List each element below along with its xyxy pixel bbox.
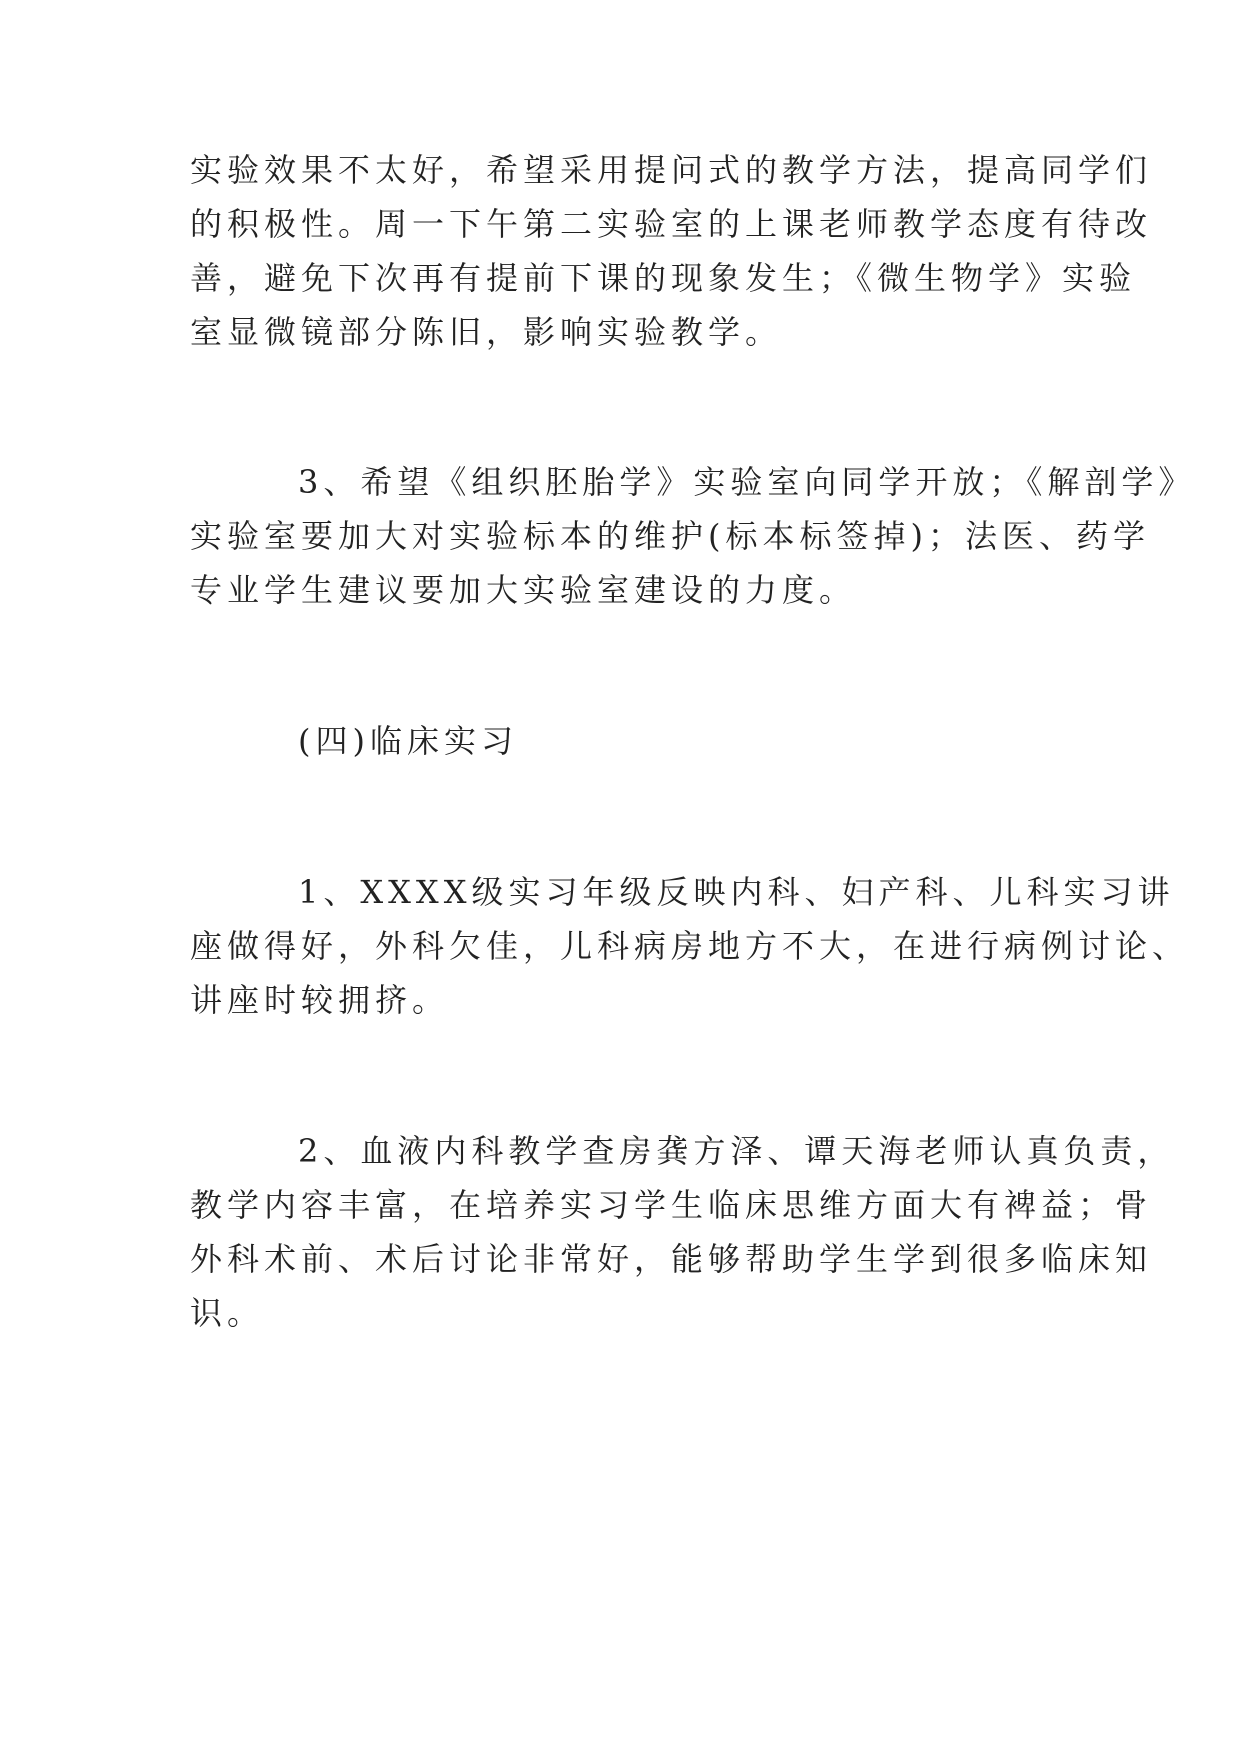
text-line: 实验效果不太好，希望采用提问式的教学方法，提高同学们 <box>190 151 1153 189</box>
text-line: 座做得好，外科欠佳，儿科病房地方不大，在进行病例讨论、 <box>190 927 1190 965</box>
text-line: 讲座时较拥挤。 <box>190 981 450 1019</box>
text-line: 1、XXXX级实习年级反映内科、妇产科、儿科实习讲 <box>298 873 1175 911</box>
text-line: 教学内容丰富，在培养实习学生临床思维方面大有裨益；骨 <box>190 1186 1153 1224</box>
text-line: 3、希望《组织胚胎学》实验室向同学开放；《解剖学》 <box>298 463 1196 501</box>
text-line: 外科术前、术后讨论非常好，能够帮助学生学到很多临床知 <box>190 1240 1153 1278</box>
text-line: 识。 <box>190 1294 265 1332</box>
section-heading: (四)临床实习 <box>298 722 518 760</box>
text-line: 善，避免下次再有提前下课的现象发生；《微生物学》实验 <box>190 259 1137 297</box>
text-line: 2、血液内科教学查房龚方泽、谭天海老师认真负责， <box>298 1132 1175 1170</box>
text-line: 的积极性。周一下午第二实验室的上课老师教学态度有待改 <box>190 205 1153 243</box>
text-line: 专业学生建议要加大实验室建设的力度。 <box>190 571 857 609</box>
text-line: 室显微镜部分陈旧，影响实验教学。 <box>190 313 783 351</box>
text-line: 实验室要加大对实验标本的维护(标本标签掉)；法医、药学 <box>190 517 1150 555</box>
